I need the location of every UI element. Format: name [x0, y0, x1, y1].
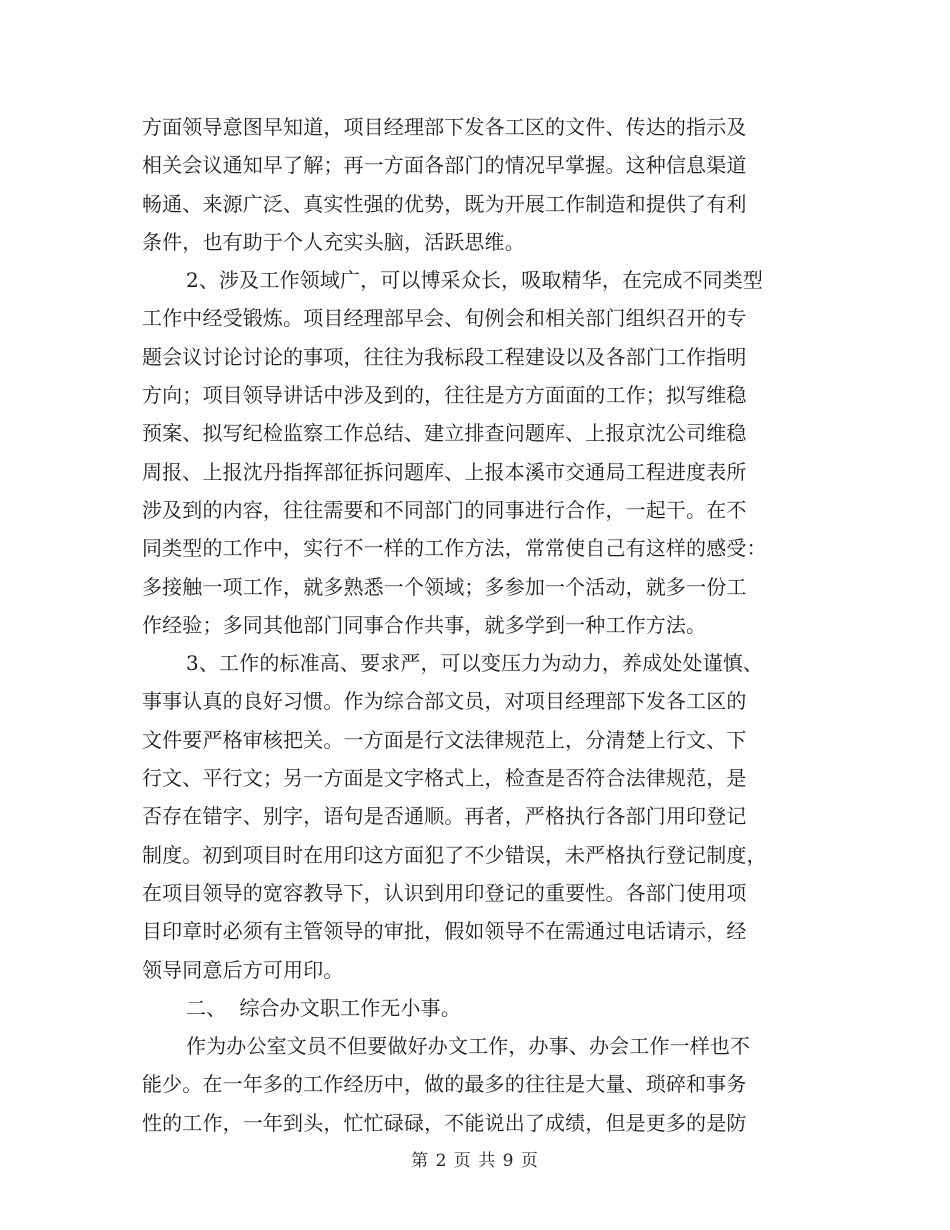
paragraph-start-line: 2、涉及工作领域广，可以博采众长，吸取精华，在完成不同类型 — [186, 268, 764, 293]
text-line: 领导同意后方可用印。 — [142, 957, 344, 982]
text-line: 在项目领导的宽容教导下，认识到用印登记的重要性。各部门使用项 — [142, 880, 747, 905]
page-number-footer: 第 2 页 共 9 页 — [411, 1151, 539, 1171]
text-line: 目印章时必须有主管领导的审批，假如领导不在需通过电话请示，经 — [142, 919, 747, 944]
text-line: 文件要严格审核把关。一方面是行文法律规范上，分清楚上行文、下 — [142, 727, 747, 752]
text-line: 能少。在一年多的工作经历中，做的最多的往往是大量、琐碎和事务 — [142, 1072, 747, 1097]
text-line: 题会议讨论讨论的事项，往往为我标段工程建设以及各部门工作指明 — [142, 344, 747, 369]
text-line: 行文、平行文；另一方面是文字格式上，检查是否符合法律规范，是 — [142, 766, 747, 791]
text-line: 预案、拟写纪检监察工作总结、建立排查问题库、上报京沈公司维稳 — [142, 421, 747, 446]
text-line: 多接触一项工作，就多熟悉一个领域；多参加一个活动，就多一份工 — [142, 574, 747, 599]
text-line: 周报、上报沈丹指挥部征拆问题库、上报本溪市交通局工程进度表所 — [142, 459, 747, 484]
text-line: 否存在错字、别字，语句是否通顺。再者，严格执行各部门用印登记 — [142, 804, 747, 829]
text-line: 制度。初到项目时在用印这方面犯了不少错误，未严格执行登记制度， — [142, 842, 767, 867]
text-line: 条件，也有助于个人充实头脑，活跃思维。 — [142, 229, 525, 254]
text-line: 工作中经受锻炼。项目经理部早会、旬例会和相关部门组织召开的专 — [142, 306, 747, 331]
text-line: 涉及到的内容，往往需要和不同部门的同事进行合作，一起干。在不 — [142, 497, 747, 522]
paragraph-start-line: 作为办公室文员不但要做好办文工作，办事、办会工作一样也不 — [186, 1034, 751, 1059]
text-line: 方面领导意图早知道，项目经理部下发各工区的文件、传达的指示及 — [142, 115, 747, 139]
body-text — [142, 108, 806, 1142]
text-line: 作经验；多同其他部门同事合作共事，就多学到一种工作方法。 — [142, 612, 707, 637]
text-line: 畅通、来源广泛、真实性强的优势，既为开展工作制造和提供了有利 — [142, 191, 747, 216]
text-line: 同类型的工作中，实行不一样的工作方法，常常使自己有这样的感受： — [142, 536, 767, 561]
text-line: 相关会议通知早了解；再一方面各部门的情况早掌握。这种信息渠道 — [142, 153, 747, 178]
section-heading: 二、 综合办文职工作无小事。 — [186, 995, 461, 1020]
text-line: 方向；项目领导讲话中涉及到的，往往是方方面面的工作；拟写维稳 — [142, 383, 747, 408]
text-line: 事事认真的良好习惯。作为综合部文员，对项目经理部下发各工区的 — [142, 689, 747, 714]
text-line: 性的工作，一年到头，忙忙碌碌，不能说出了成绩，但是更多的是防 — [142, 1110, 747, 1135]
paragraph-start-line: 3、工作的标准高、要求严，可以变压力为动力，养成处处谨慎、 — [186, 651, 764, 676]
